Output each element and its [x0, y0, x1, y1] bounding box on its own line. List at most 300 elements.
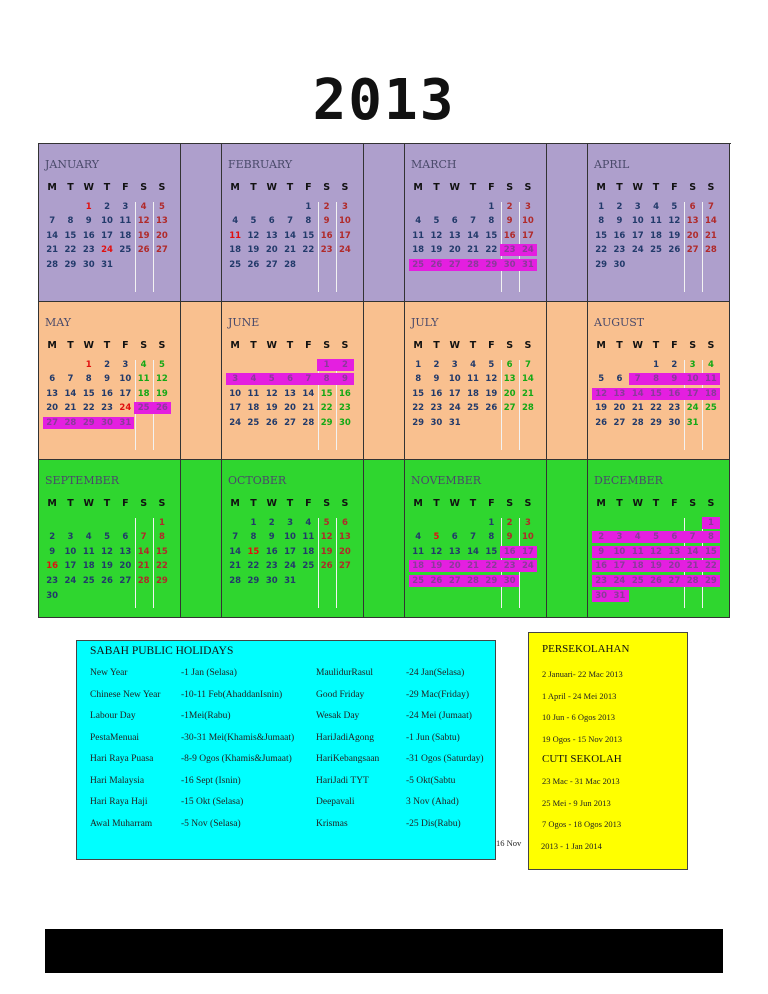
- day-cell: 21: [302, 403, 315, 414]
- weekday-label: S: [140, 340, 148, 351]
- day-cell: 18: [137, 388, 150, 399]
- day-cell: 17: [284, 546, 296, 557]
- day-cell: 1: [488, 517, 495, 528]
- empty-day-cell: [629, 259, 647, 271]
- day-cell: 11: [119, 216, 132, 227]
- holiday-name: Krismas: [316, 818, 348, 829]
- day-cell: 16: [339, 388, 351, 399]
- day-cell: 5: [647, 531, 665, 543]
- day-cell: 12: [320, 532, 333, 543]
- week-row: [226, 531, 354, 546]
- day-cell: 26: [153, 402, 171, 414]
- day-cell: 28: [284, 259, 296, 270]
- weekday-label: W: [632, 182, 643, 193]
- day-cell: 19: [485, 388, 498, 399]
- day-cell: 10: [284, 532, 296, 543]
- week-row: [592, 546, 720, 561]
- day-cell: 26: [595, 417, 608, 428]
- month-august: [588, 302, 730, 460]
- day-cell: 13: [156, 216, 168, 227]
- day-cell: 16: [500, 546, 518, 558]
- day-cell: 10: [631, 216, 644, 227]
- day-cell: 29: [412, 417, 425, 428]
- day-cell: 8: [647, 373, 665, 385]
- day-cell: 16: [503, 230, 516, 241]
- weekday-label: W: [83, 182, 94, 193]
- day-cell: 13: [448, 230, 461, 241]
- empty-day-cell: [281, 201, 299, 213]
- day-cell: 18: [702, 388, 720, 400]
- day-cell: 14: [302, 388, 315, 399]
- day-cell: 27: [265, 259, 278, 270]
- day-cell: 18: [629, 560, 647, 572]
- weekday-label: S: [689, 182, 697, 193]
- day-cell: 16: [265, 546, 278, 557]
- day-cell: 27: [284, 417, 296, 428]
- empty-day-cell: [702, 590, 720, 602]
- day-cell: 23: [668, 403, 681, 414]
- day-cell: 13: [339, 532, 351, 543]
- weekday-label: M: [596, 498, 606, 509]
- day-cell: 11: [229, 230, 242, 241]
- day-cell: 27: [665, 575, 683, 587]
- empty-day-cell: [226, 201, 244, 213]
- day-cell: 8: [488, 216, 495, 227]
- day-cell: 31: [519, 259, 537, 271]
- holiday-name: Good Friday: [316, 689, 365, 700]
- day-cell: 4: [629, 531, 647, 543]
- weekday-label: W: [449, 498, 460, 509]
- day-cell: 8: [317, 373, 335, 385]
- holiday-date: -16 Sept (Isnin): [181, 775, 241, 786]
- day-cell: 26: [101, 575, 113, 586]
- day-cell: 13: [448, 546, 461, 557]
- day-cell: 3: [610, 531, 628, 543]
- weekday-label: T: [433, 498, 440, 509]
- day-cell: 19: [265, 403, 278, 414]
- weekday-label: S: [524, 498, 532, 509]
- day-cell: 25: [467, 403, 479, 414]
- day-cell: 19: [668, 230, 681, 241]
- weekday-label: S: [341, 340, 349, 351]
- day-grid: [409, 182, 537, 274]
- day-cell: 26: [320, 561, 333, 572]
- month-october: [222, 460, 364, 618]
- school-terms-title: PERSEKOLAHAN: [542, 643, 630, 655]
- empty-day-cell: [153, 590, 171, 602]
- day-grid: [592, 182, 720, 274]
- day-cell: 29: [702, 575, 720, 587]
- empty-day-cell: [43, 517, 61, 529]
- day-cell: 6: [506, 359, 513, 370]
- week-row: [43, 560, 171, 575]
- day-cell: 25: [82, 575, 95, 586]
- day-grid: [592, 340, 720, 432]
- empty-day-cell: [647, 259, 665, 271]
- weekday-label: F: [488, 340, 495, 351]
- week-row: [409, 259, 537, 274]
- day-cell: 19: [427, 560, 445, 572]
- month-name: APRIL: [594, 158, 630, 171]
- week-row: [226, 517, 354, 532]
- day-cell: 4: [140, 359, 147, 370]
- day-cell: 12: [668, 216, 681, 227]
- day-grid: [43, 340, 171, 432]
- week-row: [409, 402, 537, 417]
- week-row: [409, 359, 537, 374]
- day-cell: 31: [101, 259, 113, 270]
- weekday-label: M: [47, 182, 57, 193]
- day-cell: 8: [305, 216, 312, 227]
- holiday-name: HariJadi TYT: [316, 775, 369, 786]
- day-cell: 15: [485, 546, 498, 557]
- day-cell: 16: [430, 388, 443, 399]
- weekday-header: [43, 498, 171, 513]
- day-cell: 9: [616, 216, 623, 227]
- empty-day-cell: [244, 359, 262, 371]
- day-cell: 28: [302, 417, 315, 428]
- day-cell: 1: [85, 201, 92, 212]
- day-cell: 21: [464, 560, 482, 572]
- day-cell: 12: [156, 374, 168, 385]
- day-cell: 6: [281, 373, 299, 385]
- week-row: [592, 402, 720, 417]
- weekday-header: [592, 498, 720, 513]
- day-grid: [409, 498, 537, 590]
- holiday-date: -24 Mei (Jumaat): [406, 711, 472, 721]
- day-cell: 22: [302, 245, 315, 256]
- holiday-name: MaulidurRasul: [316, 668, 373, 678]
- day-cell: 22: [595, 245, 608, 256]
- day-cell: 20: [448, 245, 461, 256]
- day-cell: 3: [287, 517, 293, 528]
- day-cell: 9: [104, 374, 110, 385]
- holiday-date: -24 Jan(Selasa): [406, 668, 465, 678]
- empty-day-cell: [629, 517, 647, 529]
- day-cell: 13: [119, 546, 132, 557]
- day-cell: 21: [46, 245, 59, 256]
- day-cell: 5: [250, 216, 257, 227]
- day-grid: [592, 498, 720, 604]
- day-cell: 1: [653, 359, 659, 370]
- week-row: [409, 560, 537, 575]
- day-cell: 23: [430, 403, 443, 414]
- school-breaks-title: CUTI SEKOLAH: [542, 753, 622, 765]
- day-cell: 24: [519, 244, 537, 256]
- day-cell: 11: [629, 546, 647, 558]
- weekday-label: M: [413, 340, 423, 351]
- month-december: [588, 460, 730, 618]
- day-cell: 20: [686, 230, 699, 241]
- week-row: [43, 517, 171, 532]
- day-cell: 12: [592, 388, 610, 400]
- empty-day-cell: [702, 417, 720, 429]
- day-cell: 28: [631, 417, 644, 428]
- day-cell: 28: [522, 403, 534, 414]
- day-cell: 2: [506, 201, 513, 212]
- empty-day-cell: [116, 259, 134, 271]
- day-cell: 26: [265, 417, 278, 428]
- empty-day-cell: [683, 259, 701, 271]
- holiday-name: Hari Raya Puasa: [90, 754, 154, 764]
- day-cell: 5: [323, 517, 330, 528]
- day-cell: 10: [101, 216, 113, 227]
- year-title: 2013: [312, 68, 456, 133]
- day-cell: 24: [284, 561, 296, 572]
- day-cell: 24: [119, 403, 132, 414]
- empty-day-cell: [299, 575, 317, 587]
- day-cell: 17: [519, 546, 537, 558]
- day-cell: 17: [119, 388, 132, 399]
- holiday-name: Labour Day: [90, 711, 136, 721]
- empty-day-cell: [629, 590, 647, 602]
- empty-day-cell: [134, 517, 152, 529]
- day-cell: 8: [158, 532, 165, 543]
- day-cell: 17: [448, 388, 461, 399]
- day-cell: 28: [464, 259, 482, 271]
- weekday-label: T: [652, 340, 660, 351]
- school-break-overflow-start: 16 Nov: [496, 838, 522, 848]
- day-cell: 27: [686, 245, 699, 256]
- day-cell: 19: [430, 245, 443, 256]
- week-row: [226, 388, 354, 403]
- day-cell: 15: [702, 546, 720, 558]
- day-cell: 27: [43, 417, 61, 429]
- weekday-label: M: [47, 498, 57, 509]
- day-cell: 15: [247, 546, 260, 557]
- empty-day-cell: [427, 517, 445, 529]
- weekday-label: T: [286, 182, 294, 193]
- day-cell: 24: [101, 245, 113, 256]
- day-cell: 11: [82, 546, 95, 557]
- day-cell: 21: [705, 230, 717, 241]
- day-cell: 30: [613, 259, 626, 270]
- day-cell: 28: [683, 575, 701, 587]
- weekday-label: T: [433, 182, 440, 193]
- day-cell: 23: [613, 245, 626, 256]
- weekday-label: T: [652, 182, 660, 193]
- day-cell: 23: [82, 245, 95, 256]
- day-cell: 10: [448, 374, 461, 385]
- holiday-date: -5 Nov (Selasa): [181, 818, 241, 829]
- weekday-label: S: [707, 340, 715, 351]
- day-cell: 12: [137, 216, 150, 227]
- day-cell: 7: [140, 532, 147, 543]
- month-name: JUNE: [228, 316, 260, 329]
- weekday-label: S: [323, 498, 331, 509]
- day-cell: 4: [470, 359, 476, 370]
- empty-day-cell: [409, 201, 427, 213]
- day-cell: 15: [647, 388, 665, 400]
- school-term: 10 Jun - 6 Ogos 2013: [542, 712, 615, 722]
- day-cell: 10: [229, 388, 242, 399]
- weekday-header: [409, 498, 537, 513]
- day-cell: 5: [158, 201, 165, 212]
- day-cell: 27: [446, 259, 464, 271]
- week-row: [226, 244, 354, 259]
- calendar-spacer: [363, 302, 405, 460]
- calendar-spacer: [363, 460, 405, 618]
- day-cell: 30: [430, 417, 443, 428]
- weekday-header: [592, 182, 720, 197]
- day-cell: 7: [470, 216, 476, 227]
- day-cell: 27: [446, 575, 464, 587]
- day-cell: 31: [448, 417, 461, 428]
- day-cell: 9: [665, 373, 683, 385]
- weekday-label: S: [323, 340, 331, 351]
- month-name: JULY: [411, 316, 439, 329]
- day-cell: 22: [64, 245, 77, 256]
- holiday-date: -5 Okt(Sabtu: [406, 775, 456, 786]
- holiday-date: -10-11 Feb(AhaddanIsnin): [181, 689, 283, 700]
- day-cell: 21: [467, 245, 479, 256]
- day-cell: 12: [485, 374, 498, 385]
- calendar-band: [39, 460, 731, 618]
- day-cell: 11: [247, 388, 260, 399]
- day-cell: 22: [702, 560, 720, 572]
- calendar-spacer: [363, 144, 405, 302]
- week-row: [226, 215, 354, 230]
- weekday-label: W: [632, 498, 643, 509]
- day-cell: 1: [488, 201, 495, 212]
- day-cell: 27: [339, 561, 351, 572]
- day-cell: 25: [302, 561, 315, 572]
- day-cell: 17: [683, 388, 701, 400]
- day-cell: 7: [49, 216, 56, 227]
- month-april: [588, 144, 730, 302]
- weekday-label: M: [230, 182, 240, 193]
- day-cell: 29: [80, 417, 98, 429]
- weekday-label: T: [250, 182, 257, 193]
- day-cell: 13: [503, 374, 516, 385]
- day-cell: 1: [415, 359, 422, 370]
- day-cell: 5: [263, 373, 281, 385]
- empty-day-cell: [263, 201, 281, 213]
- day-cell: 30: [339, 417, 351, 428]
- day-cell: 29: [156, 575, 168, 586]
- day-cell: 17: [522, 230, 534, 241]
- weekday-label: S: [524, 340, 532, 351]
- week-row: [226, 402, 354, 417]
- day-cell: 18: [82, 561, 95, 572]
- school-term: 19 Ogos - 15 Nov 2013: [542, 733, 623, 744]
- day-cell: 11: [302, 532, 315, 543]
- weekday-header: [226, 182, 354, 197]
- day-cell: 5: [488, 359, 495, 370]
- day-cell: 11: [467, 374, 479, 385]
- holiday-date: -1 Jan (Selasa): [181, 668, 237, 678]
- empty-day-cell: [336, 575, 354, 587]
- weekday-label: T: [67, 498, 74, 509]
- day-cell: 2: [49, 532, 56, 543]
- day-cell: 24: [64, 575, 77, 586]
- month-september: [39, 460, 181, 618]
- weekday-label: T: [652, 498, 660, 509]
- weekday-label: T: [469, 340, 477, 351]
- day-cell: 22: [82, 403, 95, 414]
- day-cell: 2: [616, 201, 623, 212]
- day-cell: 14: [137, 546, 150, 557]
- week-row: [592, 215, 720, 230]
- weekday-label: S: [689, 498, 697, 509]
- week-row: [43, 201, 171, 216]
- day-cell: 19: [101, 561, 113, 572]
- week-row: [226, 259, 354, 274]
- day-cell: 31: [610, 590, 628, 602]
- day-cell: 2: [323, 201, 330, 212]
- weekday-label: S: [140, 498, 148, 509]
- day-cell: 23: [101, 403, 113, 414]
- school-break: 25 Mei - 9 Jun 2013: [542, 797, 611, 808]
- day-cell: 28: [137, 575, 150, 586]
- day-cell: 13: [46, 388, 59, 399]
- weekday-label: S: [341, 498, 349, 509]
- week-row: [409, 244, 537, 259]
- day-cell: 3: [122, 201, 129, 212]
- day-cell: 15: [485, 230, 498, 241]
- day-cell: 6: [665, 531, 683, 543]
- day-cell: 18: [412, 245, 425, 256]
- empty-day-cell: [665, 590, 683, 602]
- week-row: [226, 359, 354, 374]
- day-cell: 14: [229, 546, 242, 557]
- day-cell: 25: [247, 417, 260, 428]
- day-cell: 3: [689, 359, 696, 370]
- day-cell: 4: [415, 216, 422, 227]
- day-cell: 21: [137, 561, 150, 572]
- empty-day-cell: [482, 417, 500, 429]
- weekday-label: W: [266, 498, 277, 509]
- empty-day-cell: [427, 201, 445, 213]
- day-cell: 4: [140, 201, 147, 212]
- day-cell: 19: [137, 230, 150, 241]
- empty-day-cell: [226, 517, 244, 529]
- weekday-label: S: [158, 498, 166, 509]
- day-cell: 23: [500, 244, 518, 256]
- empty-day-cell: [500, 417, 518, 429]
- empty-day-cell: [317, 575, 335, 587]
- week-row: [43, 546, 171, 561]
- day-cell: 6: [341, 517, 348, 528]
- day-cell: 24: [448, 403, 461, 414]
- weekday-label: F: [122, 340, 129, 351]
- weekday-label: T: [616, 340, 623, 351]
- day-cell: 23: [339, 403, 351, 414]
- weekday-label: S: [341, 182, 349, 193]
- day-cell: 3: [524, 517, 531, 528]
- weekday-label: T: [616, 498, 623, 509]
- day-cell: 15: [156, 546, 168, 557]
- weekday-label: M: [47, 340, 57, 351]
- week-row: [43, 244, 171, 259]
- day-cell: 15: [302, 230, 315, 241]
- weekday-label: T: [250, 340, 257, 351]
- calendar-spacer: [546, 460, 588, 618]
- day-cell: 30: [500, 259, 518, 271]
- day-cell: 6: [451, 216, 458, 227]
- day-cell: 13: [686, 216, 699, 227]
- day-cell: 9: [506, 532, 513, 543]
- day-cell: 31: [686, 417, 699, 428]
- day-cell: 23: [500, 560, 518, 572]
- holiday-name: Hari Malaysia: [90, 775, 145, 786]
- week-row: [226, 230, 354, 245]
- weekday-label: F: [671, 340, 678, 351]
- day-cell: 29: [64, 259, 77, 270]
- month-may: [39, 302, 181, 460]
- empty-day-cell: [226, 359, 244, 371]
- weekday-label: M: [230, 340, 240, 351]
